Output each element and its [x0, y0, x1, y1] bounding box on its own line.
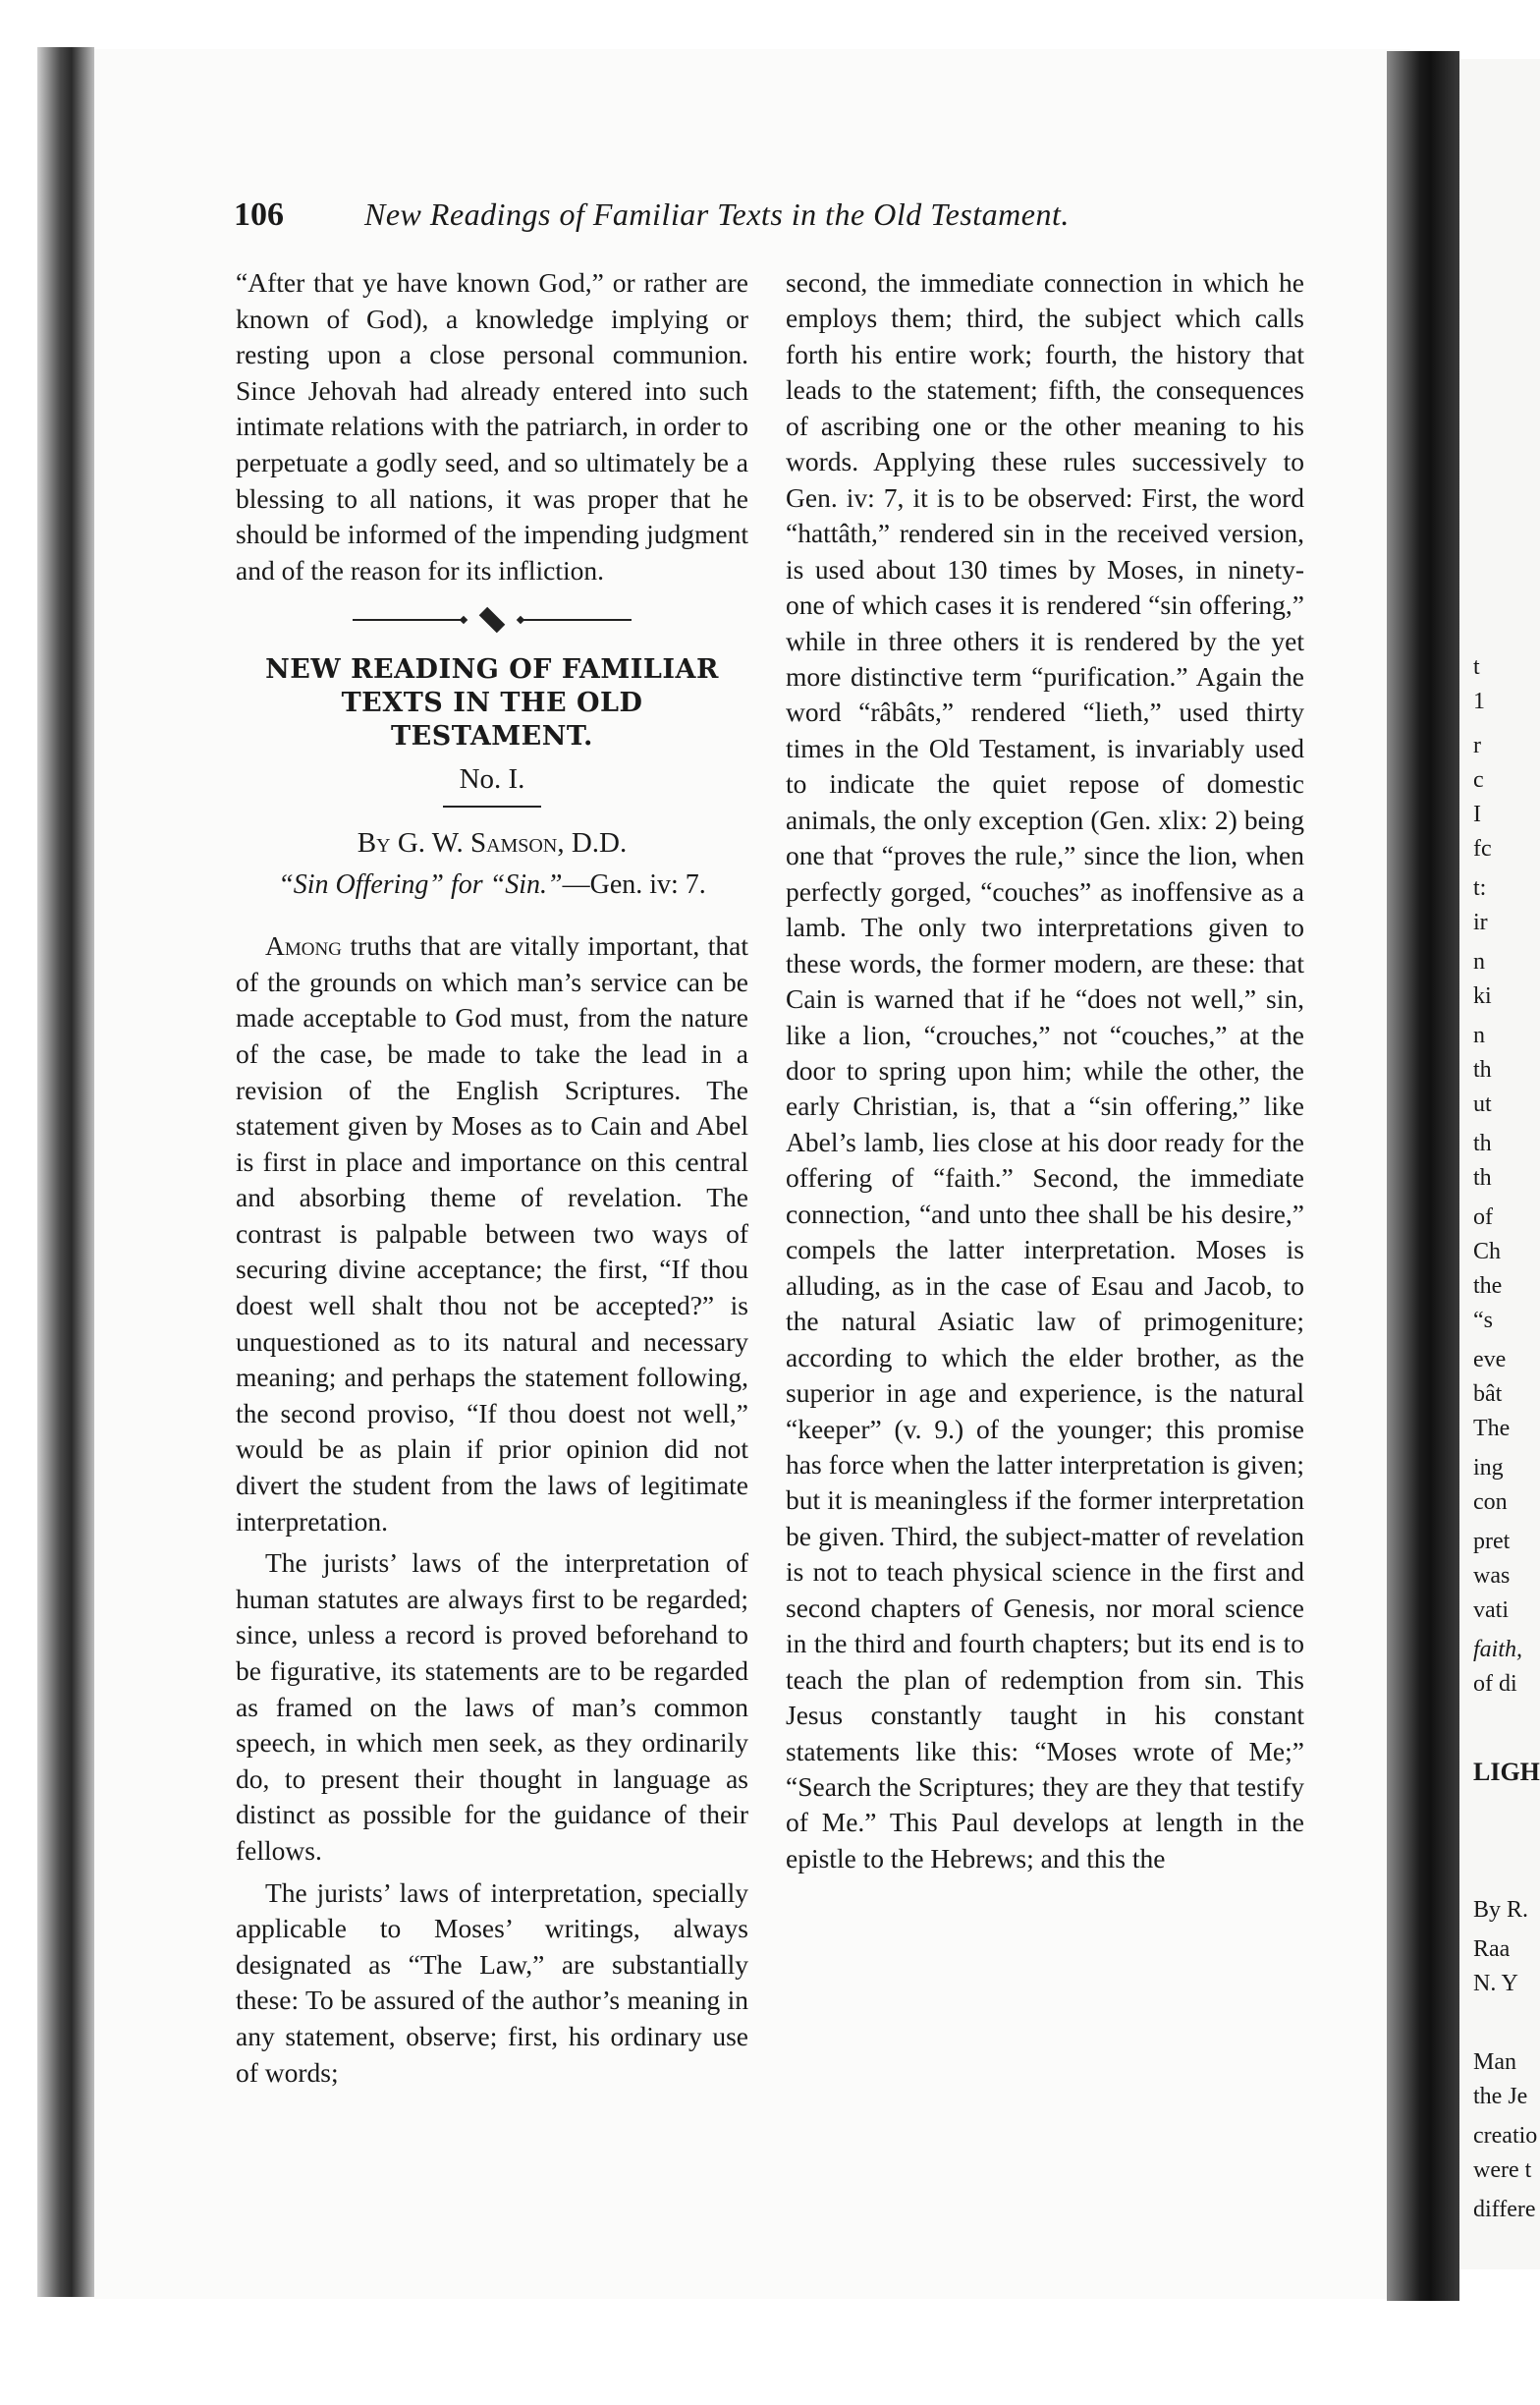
facing-page-fragment: differe	[1473, 2197, 1536, 2222]
facing-page-fragment: ut	[1473, 1091, 1492, 1117]
facing-page-fragment: I	[1473, 802, 1481, 827]
scan-binding-shadow	[37, 47, 94, 2297]
facing-page-fragment: 1	[1473, 689, 1485, 714]
facing-page-fragment: th	[1473, 1131, 1492, 1156]
running-head	[234, 196, 1216, 236]
facing-page-fragment: the Je	[1473, 2084, 1528, 2109]
article-number: No. I.	[459, 763, 525, 796]
article-title: NEW READING OF FAMILIAR TEXTS IN THE OLD TESTAMENT.	[265, 654, 719, 753]
facing-page-fragment: n	[1473, 949, 1485, 975]
left-column	[236, 265, 748, 2091]
facing-page-fragment: bât	[1473, 1381, 1503, 1407]
drop-lead-word: Among	[265, 930, 342, 962]
facing-page-fragment: By R.	[1473, 1897, 1529, 1923]
subtitle-reference: —Gen. iv: 7.	[562, 868, 706, 900]
facing-page-fragment: fc	[1473, 836, 1492, 862]
facing-page-fragment: r	[1473, 733, 1481, 758]
title-rule	[443, 806, 541, 808]
running-title: New Readings of Familiar Texts in the Old Testament.	[364, 196, 1070, 232]
subtitle-quote: “Sin Offering” for “Sin.”	[278, 868, 563, 900]
facing-page-fragment: The	[1473, 1416, 1511, 1441]
facing-page-fragment: con	[1473, 1489, 1508, 1515]
facing-page-fragment: were t	[1473, 2157, 1532, 2183]
author-name: G. W. Samson, D.D.	[397, 826, 628, 859]
facing-page-fragment: N. Y	[1473, 1971, 1518, 1996]
facing-page-fragment: t:	[1473, 875, 1487, 901]
facing-page-fragment: “s	[1473, 1308, 1493, 1333]
facing-page-fragment: th	[1473, 1165, 1492, 1191]
right-column	[786, 265, 1304, 1876]
facing-page-fragment: the	[1473, 1273, 1503, 1299]
paragraph-1-text: truths that are vitally important, that of the grounds on which man’s service can be made acceptable to God must, from the nature of the case, be made to take the lead in a revision of the English Scriptures. The statement given by Moses as to Cain and Abel is first in place and importance on this central and absorbing theme of revelation. The contrast is palpable between two ways of securing divine acceptance; the first, “If thou doest well shalt thou not be accepted?” is unquestioned as to its natural and necessary meaning; and perhaps the statement following, the second proviso, “If thou doest not well,” would be as plain if prior opinion did not divert the student from the laws of legitimate interpretation.	[236, 930, 748, 1537]
facing-page-fragment: t	[1473, 654, 1480, 680]
facing-page-fragment: creatio	[1473, 2123, 1538, 2149]
facing-page-fragment: ki	[1473, 983, 1492, 1009]
facing-page-fragment: was	[1473, 1563, 1511, 1589]
facing-page-fragment: c	[1473, 767, 1484, 793]
article-paragraph-1	[236, 928, 748, 1539]
section-divider-ornament	[236, 610, 748, 630]
byline	[236, 825, 748, 862]
facing-page-fragment: of	[1473, 1204, 1493, 1230]
facing-page-fragment: eve	[1473, 1347, 1507, 1372]
facing-page-fragment: pret	[1473, 1529, 1511, 1554]
facing-page-fragment: vati	[1473, 1597, 1509, 1623]
facing-page-fragment: ing	[1473, 1455, 1504, 1481]
facing-page-fragment: Man	[1473, 2049, 1516, 2075]
continuation-paragraph: “After that ye have known God,” or rather are known of God), a knowledge implying or resting upon a close personal communion. Since Jehovah had already entered into such intimate relations with the patriarch, in order to perpetuate a godly seed, and so ultimately be a blessing to all nations, it was proper that he should be informed of the impending judgment and of the reason for its infliction.	[236, 267, 748, 586]
article-subtitle	[236, 867, 748, 904]
byline-prefix: By	[357, 826, 391, 859]
facing-page-fragment: ir	[1473, 910, 1488, 935]
article-paragraph-3: The jurists’ laws of interpretation, specially applicable to Moses’ writings, always designated as “The Law,” are substantially these: To be assured of the author’s meaning in any statement, observe; first, his ordinary use of words;	[236, 1876, 748, 2088]
facing-page-fragment: LIGH	[1473, 1758, 1540, 1786]
facing-page-fragment: faith,	[1473, 1637, 1523, 1662]
right-column-paragraph: second, the immediate connection in which he employs them; third, the subject which calls forth his entire work; fourth, the history that leads to the statement; fifth, the consequences of ascribing one or the other meaning to his words. Applying these rules successively to Gen. iv: 7, it is to be observed: First, the word “hattâth,” rendered sin in the received version, is used about 130 times by Moses, in ninety-one of which cases it is rendered “sin offering,” while in three others it is rendered by the yet more distinctive term “purification.” Again the word “râbâts,” rendered “lieth,” used thirty times in the Old Testament, is invariably used to indicate the quiet repose of domestic animals, the only exception (Gen. xlix: 2) being one that “proves the rule,” since the lion, when perfectly gorged, “couches” as inoffensive as a lamb. The only two interpretations given to these words, the former modern, are these: that Cain is warned that if he “does not well,” sin, like a lion, “crouches,” not “couches,” at the door to spring upon him; while the other, the early Christian, is, that a “sin offering,” like Abel’s lamb, lies close at his door ready for the offering of “faith.” Second, the immediate connection, “and unto thee shall be his desire,” compels the latter interpretation. Moses is alluding, as in the case of Esau and Jacob, to the natural Asiatic law of primogeniture; according to which the elder brother, as the superior in age and experience, is the natural “keeper” (v. 9.) of the younger; this promise has force when the latter interpretation is given; but it is meaningless if the former interpretation be given. Third, the subject-matter of revelation is not to teach physical science in the first and second chapters of Genesis, nor moral science in the third and fourth chapters; but its end is to teach the plan of redemption from sin. This Jesus constantly taught in his constant statements like this: “Moses wrote of Me;” “Search the Scriptures; they are they that testify of Me.” This Paul develops at length in the epistle to the Hebrews; and this the	[786, 267, 1304, 1874]
article-paragraph-2: The jurists’ laws of the interpretation of human statutes are always first to be regarded; since, unless a record is proved beforehand to be figurative, its statements are to be regarded as framed on the laws of man’s common speech, in which men seek, as they ordinarily do, to present their thought in language as distinct as possible for the guidance of their fellows.	[236, 1547, 748, 1866]
page-number: 106	[234, 196, 284, 233]
facing-page-fragment: Raa	[1473, 1936, 1511, 1962]
book-spine-gutter	[1387, 51, 1459, 2301]
facing-page-fragment: of di	[1473, 1671, 1517, 1697]
facing-page-fragment: n	[1473, 1023, 1485, 1048]
facing-page-fragment: Ch	[1473, 1239, 1502, 1264]
facing-page-fragment: th	[1473, 1057, 1492, 1083]
